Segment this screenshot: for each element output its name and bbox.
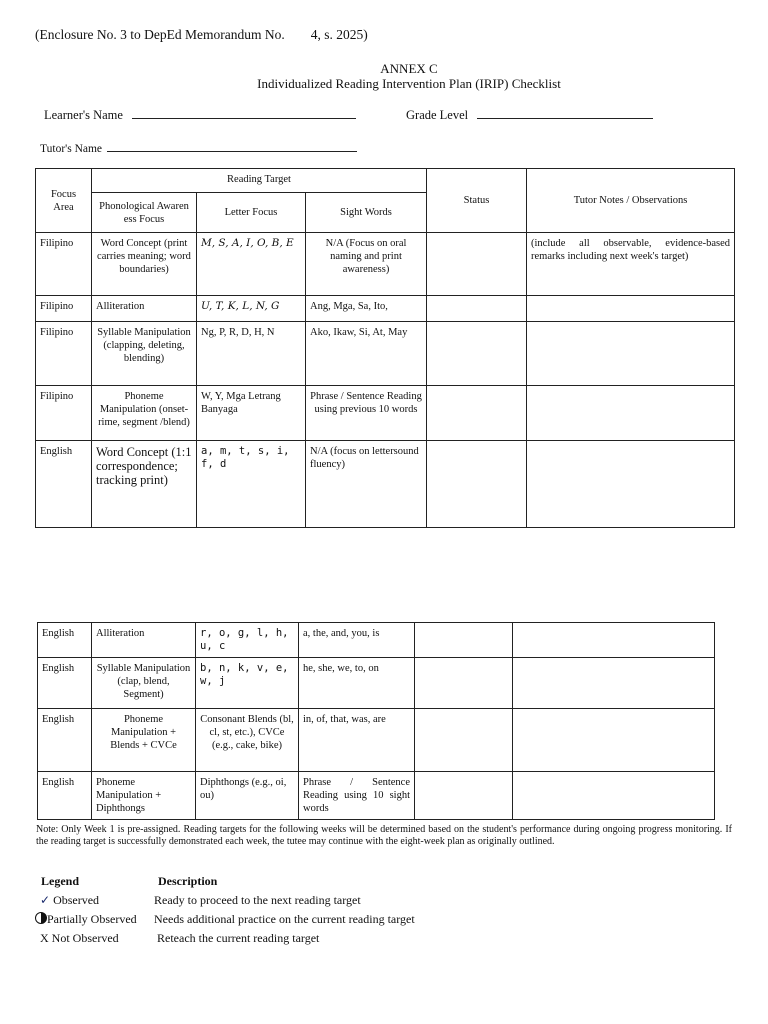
- legend-header: Legend: [41, 874, 80, 888]
- grade-level-field[interactable]: [406, 106, 653, 123]
- header-reading-target: Reading Target: [92, 169, 427, 193]
- cell-status[interactable]: [427, 322, 527, 386]
- irip-table-2: [37, 622, 715, 820]
- legend-description: Ready to proceed to the next reading target: [154, 893, 361, 907]
- tutor-name-field[interactable]: [40, 139, 357, 155]
- cell-tutor-notes[interactable]: [527, 322, 735, 386]
- header-sight-words: Sight Words: [306, 193, 427, 233]
- cell-phonological: Word Concept (1:1 correspondence; tracking print): [92, 441, 197, 528]
- cell-focus: Filipino: [36, 296, 92, 322]
- cell-status[interactable]: [427, 386, 527, 441]
- enclosure-text: (Enclosure No. 3 to DepEd Memorandum No.: [35, 27, 285, 42]
- description-header: Description: [158, 874, 218, 888]
- cell-sight-words: N/A (focus on lettersound fluency): [306, 441, 427, 528]
- enclosure-number: 4, s. 2025): [310, 27, 368, 42]
- cell-letter-focus: b, n, k, v, e, w, j: [196, 658, 299, 709]
- cell-tutor-notes[interactable]: [513, 623, 715, 658]
- half-circle-icon: [35, 912, 47, 924]
- cell-letter-focus: Consonant Blends (bl, cl, st, etc.), CVCe (e.g., cake, bike): [196, 709, 299, 772]
- table-row: [38, 658, 715, 709]
- table-row: [36, 296, 735, 322]
- tutor-name-line[interactable]: [107, 139, 357, 152]
- learner-name-label: Learner's Name: [44, 108, 123, 122]
- document-title: Individualized Reading Intervention Plan (IRIP) Checklist: [257, 76, 561, 91]
- cell-focus: English: [38, 709, 92, 772]
- cell-sight-words: Phrase / Sentence Reading using previous 10 words: [306, 386, 427, 441]
- tutor-name-label: Tutor's Name: [40, 143, 103, 155]
- legend-label: Partially Observed: [47, 912, 137, 926]
- cell-status[interactable]: [415, 623, 513, 658]
- annex-label: ANNEX C: [380, 61, 438, 76]
- cell-letter-focus: U, T, K, L, N, G: [197, 296, 306, 322]
- cell-letter-focus: M, S, A, I, O, B, E: [197, 233, 306, 296]
- legend-description: Reteach the current reading target: [157, 931, 320, 945]
- table-row: [38, 772, 715, 820]
- cell-focus: English: [38, 623, 92, 658]
- cell-sight-words: N/A (Focus on oral naming and print awareness): [306, 233, 427, 296]
- cell-focus: Filipino: [36, 322, 92, 386]
- checkmark-icon: ✓: [40, 893, 51, 907]
- grade-level-label: Grade Level: [406, 108, 469, 122]
- cell-tutor-notes[interactable]: [527, 386, 735, 441]
- cell-tutor-notes[interactable]: (include all observable, evidence-based remarks including next week's target): [527, 233, 735, 296]
- cell-status[interactable]: [415, 772, 513, 820]
- cell-sight-words: a, the, and, you, is: [299, 623, 415, 658]
- footnote: Note: Only Week 1 is pre-assigned. Reading targets for the following weeks will be determined based on the student's performance during ongoing progress monitoring. If the reading target is successfully demonstrated each week, the tutee may continue with the eight-week plan as originally outlined.: [36, 824, 732, 847]
- cell-focus: English: [36, 441, 92, 528]
- cell-status[interactable]: [415, 709, 513, 772]
- cell-letter-focus: W, Y, Mga Letrang Banyaga: [197, 386, 306, 441]
- cell-phonological: Phoneme Manipulation + Diphthongs: [92, 772, 196, 820]
- table-row: [36, 441, 735, 528]
- legend-label: Observed: [53, 893, 100, 907]
- header-status: Status: [427, 169, 527, 233]
- cell-phonological: Alliteration: [92, 296, 197, 322]
- cell-sight-words: in, of, that, was, are: [299, 709, 415, 772]
- legend-description: Needs additional practice on the current reading target: [154, 912, 415, 926]
- header-focus-area: Focus Area: [36, 169, 92, 233]
- header-letter-focus: Letter Focus: [197, 193, 306, 233]
- legend-item: [40, 910, 415, 929]
- header-tutor-notes: Tutor Notes / Observations: [527, 169, 735, 233]
- learner-name-field[interactable]: [44, 106, 356, 123]
- cell-tutor-notes[interactable]: [527, 296, 735, 322]
- cell-focus: Filipino: [36, 386, 92, 441]
- table-row: [38, 623, 715, 658]
- cell-sight-words: Phrase / Sentence Reading using 10 sight words: [299, 772, 415, 820]
- cell-tutor-notes[interactable]: [513, 772, 715, 820]
- cell-focus: English: [38, 772, 92, 820]
- table-row: [36, 233, 735, 296]
- header-phonological: Phonological Awaren ess Focus: [92, 193, 197, 233]
- table-row: [36, 322, 735, 386]
- cell-tutor-notes[interactable]: [527, 441, 735, 528]
- cell-letter-focus: a, m, t, s, i, f, d: [197, 441, 306, 528]
- cell-phonological: Alliteration: [92, 623, 196, 658]
- cell-tutor-notes[interactable]: [513, 709, 715, 772]
- cell-phonological: Syllable Manipulation (clapping, deleting, blending): [92, 322, 197, 386]
- legend: [40, 872, 415, 948]
- cell-letter-focus: Ng, P, R, D, H, N: [197, 322, 306, 386]
- cell-phonological: Word Concept (print carries meaning; word boundaries): [92, 233, 197, 296]
- cell-status[interactable]: [427, 296, 527, 322]
- document-title-block: [0, 61, 768, 91]
- learner-name-line[interactable]: [132, 106, 356, 119]
- x-mark-icon: X: [40, 931, 49, 945]
- cell-sight-words: Ako, Ikaw, Si, At, May: [306, 322, 427, 386]
- legend-item: [40, 929, 415, 948]
- table-row: [38, 709, 715, 772]
- enclosure-line: [35, 27, 368, 43]
- cell-phonological: Phoneme Manipulation (onset-rime, segment /blend): [92, 386, 197, 441]
- legend-item: [40, 891, 415, 910]
- table-row: [36, 386, 735, 441]
- cell-tutor-notes[interactable]: [513, 658, 715, 709]
- cell-letter-focus: r, o, g, l, h, u, c: [196, 623, 299, 658]
- cell-phonological: Syllable Manipulation (clap, blend, Segment): [92, 658, 196, 709]
- legend-header-row: [40, 872, 415, 891]
- cell-sight-words: Ang, Mga, Sa, Ito,: [306, 296, 427, 322]
- cell-status[interactable]: [427, 233, 527, 296]
- cell-status[interactable]: [427, 441, 527, 528]
- irip-table-1: [35, 168, 735, 528]
- legend-label: Not Observed: [51, 931, 119, 945]
- cell-focus: English: [38, 658, 92, 709]
- cell-focus: Filipino: [36, 233, 92, 296]
- cell-status[interactable]: [415, 658, 513, 709]
- cell-phonological: Phoneme Manipulation + Blends + CVCe: [92, 709, 196, 772]
- cell-sight-words: he, she, we, to, on: [299, 658, 415, 709]
- cell-letter-focus: Diphthongs (e.g., oi, ou): [196, 772, 299, 820]
- grade-level-line[interactable]: [477, 106, 653, 119]
